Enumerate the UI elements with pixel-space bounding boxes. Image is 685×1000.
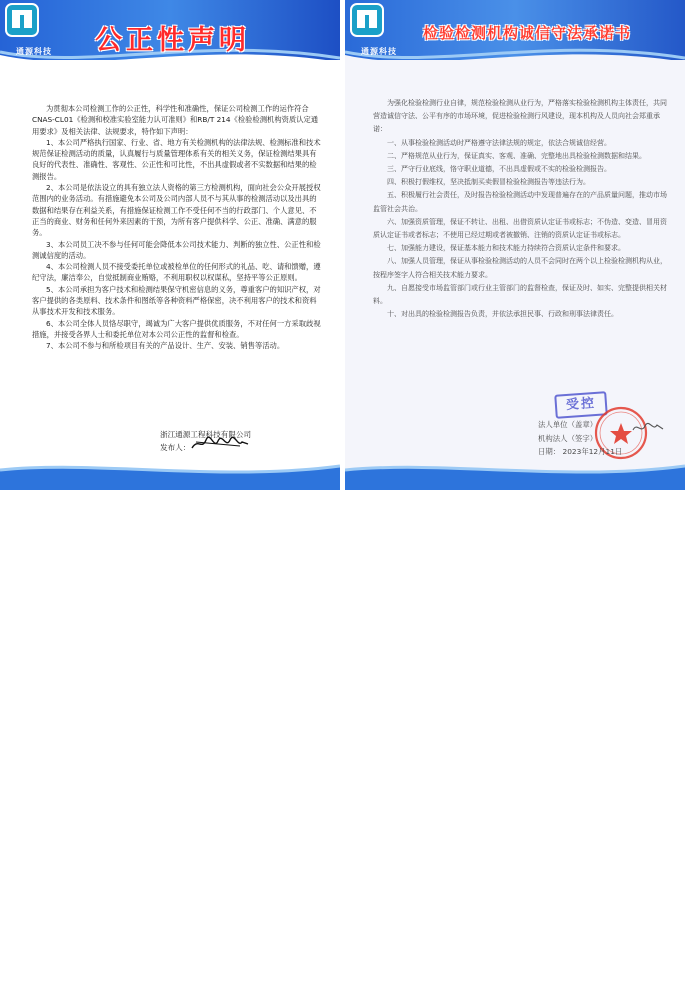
- paragraph: 六、加强资质管理，保证不转让、出租、出借资质认定证书或标志；不伪造、变造、冒用资质认定证书或者标志；不使用已经过期或者被撤销、注销的资质认定证书或标志。: [373, 217, 667, 240]
- paragraph: 三、严守行业底线，恪守职业道德，不出具虚假或不实的检验检测报告。: [387, 165, 611, 174]
- legal-person-line: 机构法人（签字）: [538, 433, 598, 443]
- paragraph: 二、严格规范从业行为，保证真实、客观、准确、完整地出具检验检测数据和结果。: [387, 151, 646, 160]
- paragraph: 1、本公司严格执行国家、行业、省、地方有关检测机构的法律法规、检测标准和技术规范保证检测活动的质量，认真履行与质量管理体系有关的相关义务，保证检测结果具有良好的代表性、准确性、客观性、公正性和可比性，不出具虚假或者不实数据和结果的检测报告。: [32, 137, 321, 181]
- document-footer-banner: [0, 460, 340, 490]
- legal-entity-line: 法人单位（盖章）: [538, 420, 598, 429]
- paragraph: 4、本公司检测人员不接受委托单位或被检单位的任何形式的礼品、吃、请和馈赠，遵纪守法，廉洁奉公，自觉抵制商业贿赂，不利用职权以权谋私，坚持平等公正原则。: [32, 262, 321, 283]
- document-body: [32, 103, 322, 352]
- paragraph: 6、本公司全体人员恪尽职守，竭诚为广大客户提供优质服务，不对任何一方采取歧视措施，并接受各界人士和委托单位对本公司公正性的监督和检查。: [32, 318, 321, 339]
- impartiality-statement-document: [0, 0, 340, 490]
- handwritten-signature: [631, 420, 665, 436]
- paragraph: 四、积极打假维权，坚决抵制买卖假冒检验检测报告等违法行为。: [387, 178, 590, 187]
- document-header-banner: [345, 0, 685, 80]
- document-title: 检验检测机构诚信守法承诺书: [423, 24, 632, 42]
- paragraph: 一、从事检验检测活动时严格遵守法律法规的规定，依法合规诚信经营。: [387, 138, 611, 147]
- handwritten-signature: [190, 436, 250, 452]
- document-footer-banner: [345, 460, 685, 490]
- paragraph: 八、加强人员管理，保证从事检验检测活动的人员不会同时在两个以上检验检测机构从业，按程序签字人符合相关技术能力要求。: [373, 257, 667, 279]
- paragraph: 5、本公司承担为客户技术和检测结果保守机密信息的义务，尊重客户的知识产权，对客户提供的各类原料、技术条件和图纸等各种资料严格保密，决不利用客户的技术和资料从事技术开发和技术服务。: [32, 284, 321, 317]
- company-logo-icon: [0, 0, 44, 50]
- document-body: [373, 97, 671, 321]
- date-line: 日期： 2023年12月11日: [538, 447, 623, 456]
- document-header-banner: [0, 0, 340, 80]
- logo-text: 通源科技: [16, 47, 52, 56]
- paragraph: 3、本公司员工决不参与任何可能会降低本公司技术能力、判断的独立性、公正性和检测诚信度的活动。: [32, 239, 321, 260]
- paragraph: 为贯彻本公司检测工作的公正性，科学性和准确性，保证公司检测工作的运作符合CNAS-CL01《检测和校准实验室能力认可准则》和RB/T 214《检验检测机构资质认定通用要求》及相关法律、法规要求，特作如下声明：: [32, 104, 319, 136]
- issuer-label: 发布人：: [160, 443, 191, 452]
- paragraph: 七、加强能力建设，保证基本能力和技术能力持续符合资质认定条件和要求。: [387, 244, 625, 253]
- paragraph: 为强化检验检测行业自律，规范检验检测从业行为，严格落实检验检测机构主体责任，共同营造诚信守法、公平有序的市场环境，促进检验检测行风建设，现本机构及人员向社会郑重承诺：: [373, 99, 667, 134]
- logo-text: 通源科技: [361, 47, 397, 56]
- paragraph: 十、对出具的检验检测报告负责，并依法承担民事、行政和刑事法律责任。: [387, 310, 618, 319]
- paragraph: 7、本公司不参与和所检项目有关的产品设计、生产、安装、销售等活动。: [46, 341, 285, 351]
- paragraph: 九、自愿接受市场监管部门或行业主管部门的监督检查，保证及时、如实、完整提供相关材料。: [373, 283, 667, 306]
- company-name: 浙江通源工程科技有限公司: [160, 430, 252, 439]
- paragraph: 2、本公司是依法设立的具有独立法人资格的第三方检测机构，面向社会公众开展授权范围内的业务活动。有措施避免本公司及公司内部人员不与其从事的检测活动以及出具的数据和结果存在利益关系，有措施保证检测工作不受任何不当的行政部门、个人意见、不正当的商业、财务和任何外来因素的干预，为所有客户提供科学、公正、准确、满意的服务。: [32, 183, 321, 238]
- controlled-stamp: 受控: [554, 391, 608, 419]
- document-title: 公正性声明: [95, 25, 250, 56]
- paragraph: 五、积极履行社会责任，及时报告检验检测活动中发现普遍存在的产品质量问题，推动市场监管社会共治。: [373, 191, 667, 213]
- integrity-commitment-document: [345, 0, 685, 490]
- company-logo-icon: [345, 0, 389, 50]
- signature-block: [538, 418, 622, 459]
